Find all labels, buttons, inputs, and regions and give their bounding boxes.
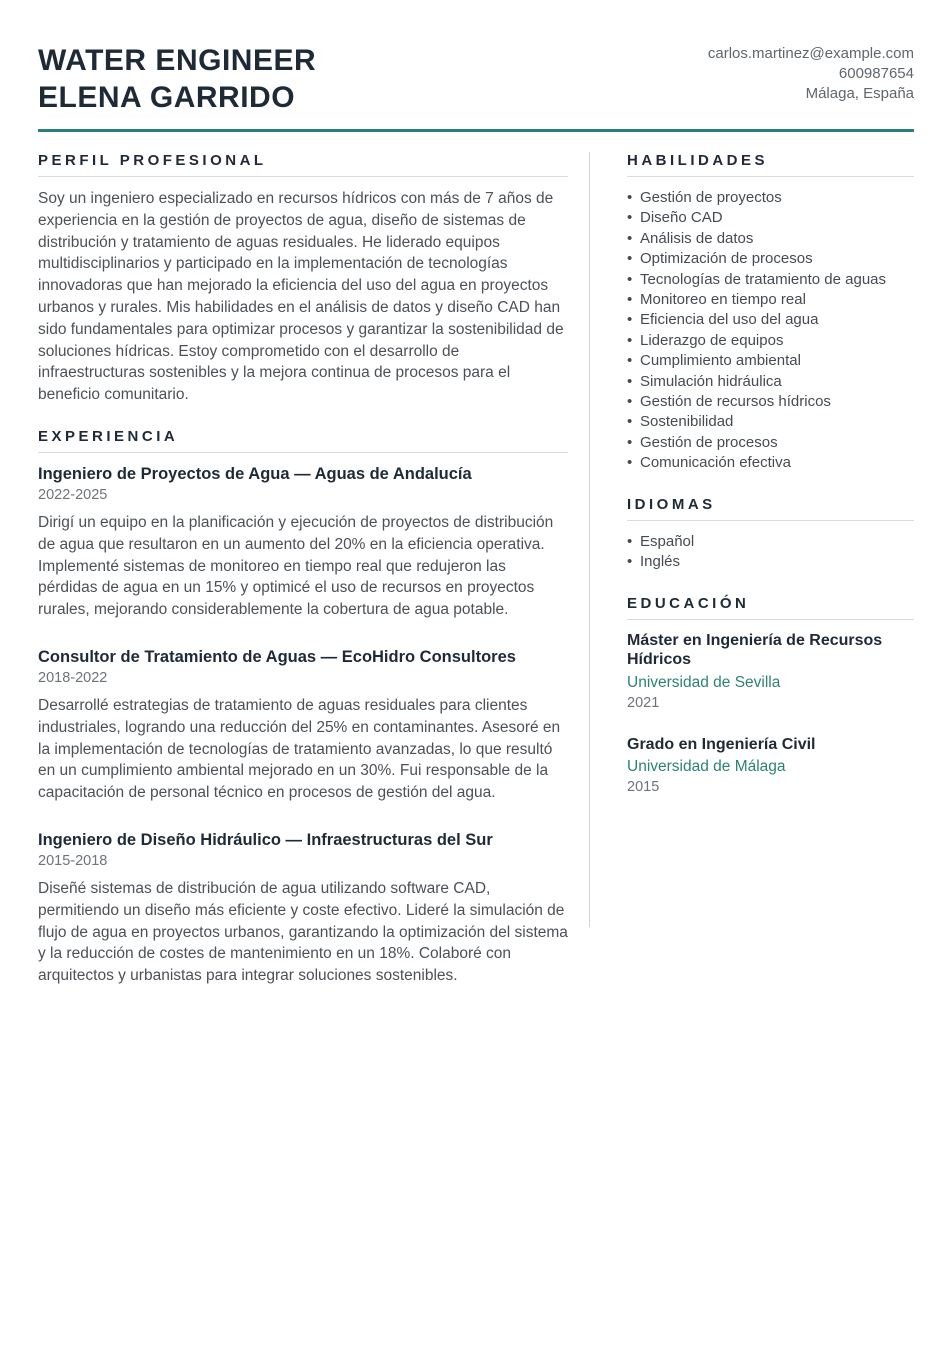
skill-item: • Análisis de datos	[627, 229, 914, 249]
job-description: Diseñé sistemas de distribución de agua utilizando software CAD, permitiendo un diseño más eficiente y coste efectivo. Lideré la simulación de flujo de agua en proyectos urbanos, garantizando la optimización del sistema y la reducción de costes de mantenimiento en un 18%. Colaboré con arquitectos y urbanistas para integrar soluciones sostenibles.	[38, 879, 568, 985]
degree-title: Grado en Ingeniería Civil	[627, 735, 816, 753]
job-description: Dirigí un equipo en la planificación y ejecución de proyectos de distribución de agua que resultaron en un aumento del 20% en la eficiencia operativa. Implementé sistemas de monitoreo en tiempo real que redujeron las pérdidas de agua en un 15% y optimicé el uso de recursos en proyectos rurales, mejorando considerablemente la cobertura de agua potable.	[38, 513, 554, 619]
contact-email: carlos.martinez@example.com	[707, 45, 914, 62]
degree-year: 2015	[627, 779, 660, 795]
job-dates: 2022-2025	[38, 486, 108, 503]
section-languages	[627, 496, 914, 573]
skill-item: • Optimización de procesos	[627, 249, 914, 269]
header-accent-rule	[38, 129, 914, 132]
contact-location: Málaga, España	[805, 85, 914, 102]
contact-phone: 600987654	[838, 65, 914, 82]
skills-heading: HABILIDADES	[627, 152, 914, 177]
experience-heading: EXPERIENCIA	[38, 428, 568, 453]
skill-item: • Liderazgo de equipos	[627, 331, 914, 351]
languages-list	[627, 532, 914, 573]
job-entry	[38, 647, 568, 804]
content-columns	[38, 152, 914, 1013]
degree-title: Máster en Ingeniería de Recursos Hídricos	[627, 631, 883, 668]
profile-heading: PERFIL PROFESIONAL	[38, 152, 568, 177]
languages-heading: IDIOMAS	[627, 496, 914, 521]
job-title: Consultor de Tratamiento de Aguas — EcoHidro Consultores	[38, 647, 516, 666]
skill-item: • Gestión de proyectos	[627, 188, 914, 208]
name-title	[38, 42, 316, 116]
person-name-line: ELENA GARRIDO	[38, 81, 296, 114]
education-heading: EDUCACIÓN	[627, 595, 914, 620]
job-entry	[38, 464, 568, 621]
skill-item: • Sostenibilidad	[627, 412, 914, 432]
school-link[interactable]: Universidad de Málaga	[627, 758, 786, 775]
skill-item: • Monitoreo en tiempo real	[627, 290, 914, 310]
skill-item: • Diseño CAD	[627, 208, 914, 228]
section-profile	[38, 152, 568, 406]
job-title: Ingeniero de Proyectos de Agua — Aguas de Andalucía	[38, 464, 472, 483]
section-skills	[627, 152, 914, 474]
skills-list	[627, 188, 914, 474]
job-dates: 2015-2018	[38, 852, 108, 869]
profile-text: Soy un ingeniero especializado en recursos hídricos con más de 7 años de experiencia en la gestión de proyectos de agua, diseño de sistemas de distribución y tratamiento de aguas residuales. He liderado equipos multidisciplinarios y participado en la implementación de tecnologías innovadoras que han mejorado la eficiencia del uso del agua en proyectos urbanos y rurales. Mis habilidades en el análisis de datos y diseño CAD han sido fundamentales para optimizar procesos y garantizar la sostenibilidad de soluciones hídricas. Estoy comprometido con el desarrollo de infraestructuras sostenibles y la mejora continua de procesos para el beneficio comunitario.	[38, 190, 564, 404]
education-list	[627, 631, 914, 798]
skill-item: • Comunicación efectiva	[627, 453, 914, 473]
section-education	[627, 595, 914, 798]
education-entry	[627, 631, 914, 713]
skill-item: • Tecnologías de tratamiento de aguas	[627, 270, 914, 290]
job-dates: 2018-2022	[38, 669, 108, 686]
degree-year: 2021	[627, 694, 660, 711]
job-list	[38, 464, 568, 987]
job-role-line: WATER ENGINEER	[38, 44, 317, 77]
skill-item: • Simulación hidráulica	[627, 372, 914, 392]
left-column	[38, 152, 568, 1013]
job-description: Desarrollé estrategias de tratamiento de aguas residuales para clientes industriales, logrando una reducción del 25% en contaminantes. Asesoré en la implementación de tecnologías de tratamiento avanzadas, lo que resultó en un cumplimiento ambiental mejorado en un 30%. Fui responsable de la capacitación de personal técnico en procesos de gestión del agua.	[38, 696, 561, 802]
skill-item: • Gestión de procesos	[627, 433, 914, 453]
language-item: • Inglés	[627, 552, 914, 572]
skill-item: • Eficiencia del uso del agua	[627, 310, 914, 330]
school-link[interactable]: Universidad de Sevilla	[627, 673, 781, 691]
resume-header	[38, 42, 914, 116]
contact-info	[708, 42, 914, 104]
column-divider	[589, 152, 590, 927]
skill-item: • Gestión de recursos hídricos	[627, 392, 914, 412]
education-entry	[627, 735, 914, 798]
skill-item: • Cumplimiento ambiental	[627, 351, 914, 371]
job-title: Ingeniero de Diseño Hidráulico — Infraestructuras del Sur	[38, 830, 493, 849]
section-experience	[38, 428, 568, 987]
language-item: • Español	[627, 532, 914, 552]
job-entry	[38, 830, 568, 987]
right-column	[627, 152, 914, 819]
